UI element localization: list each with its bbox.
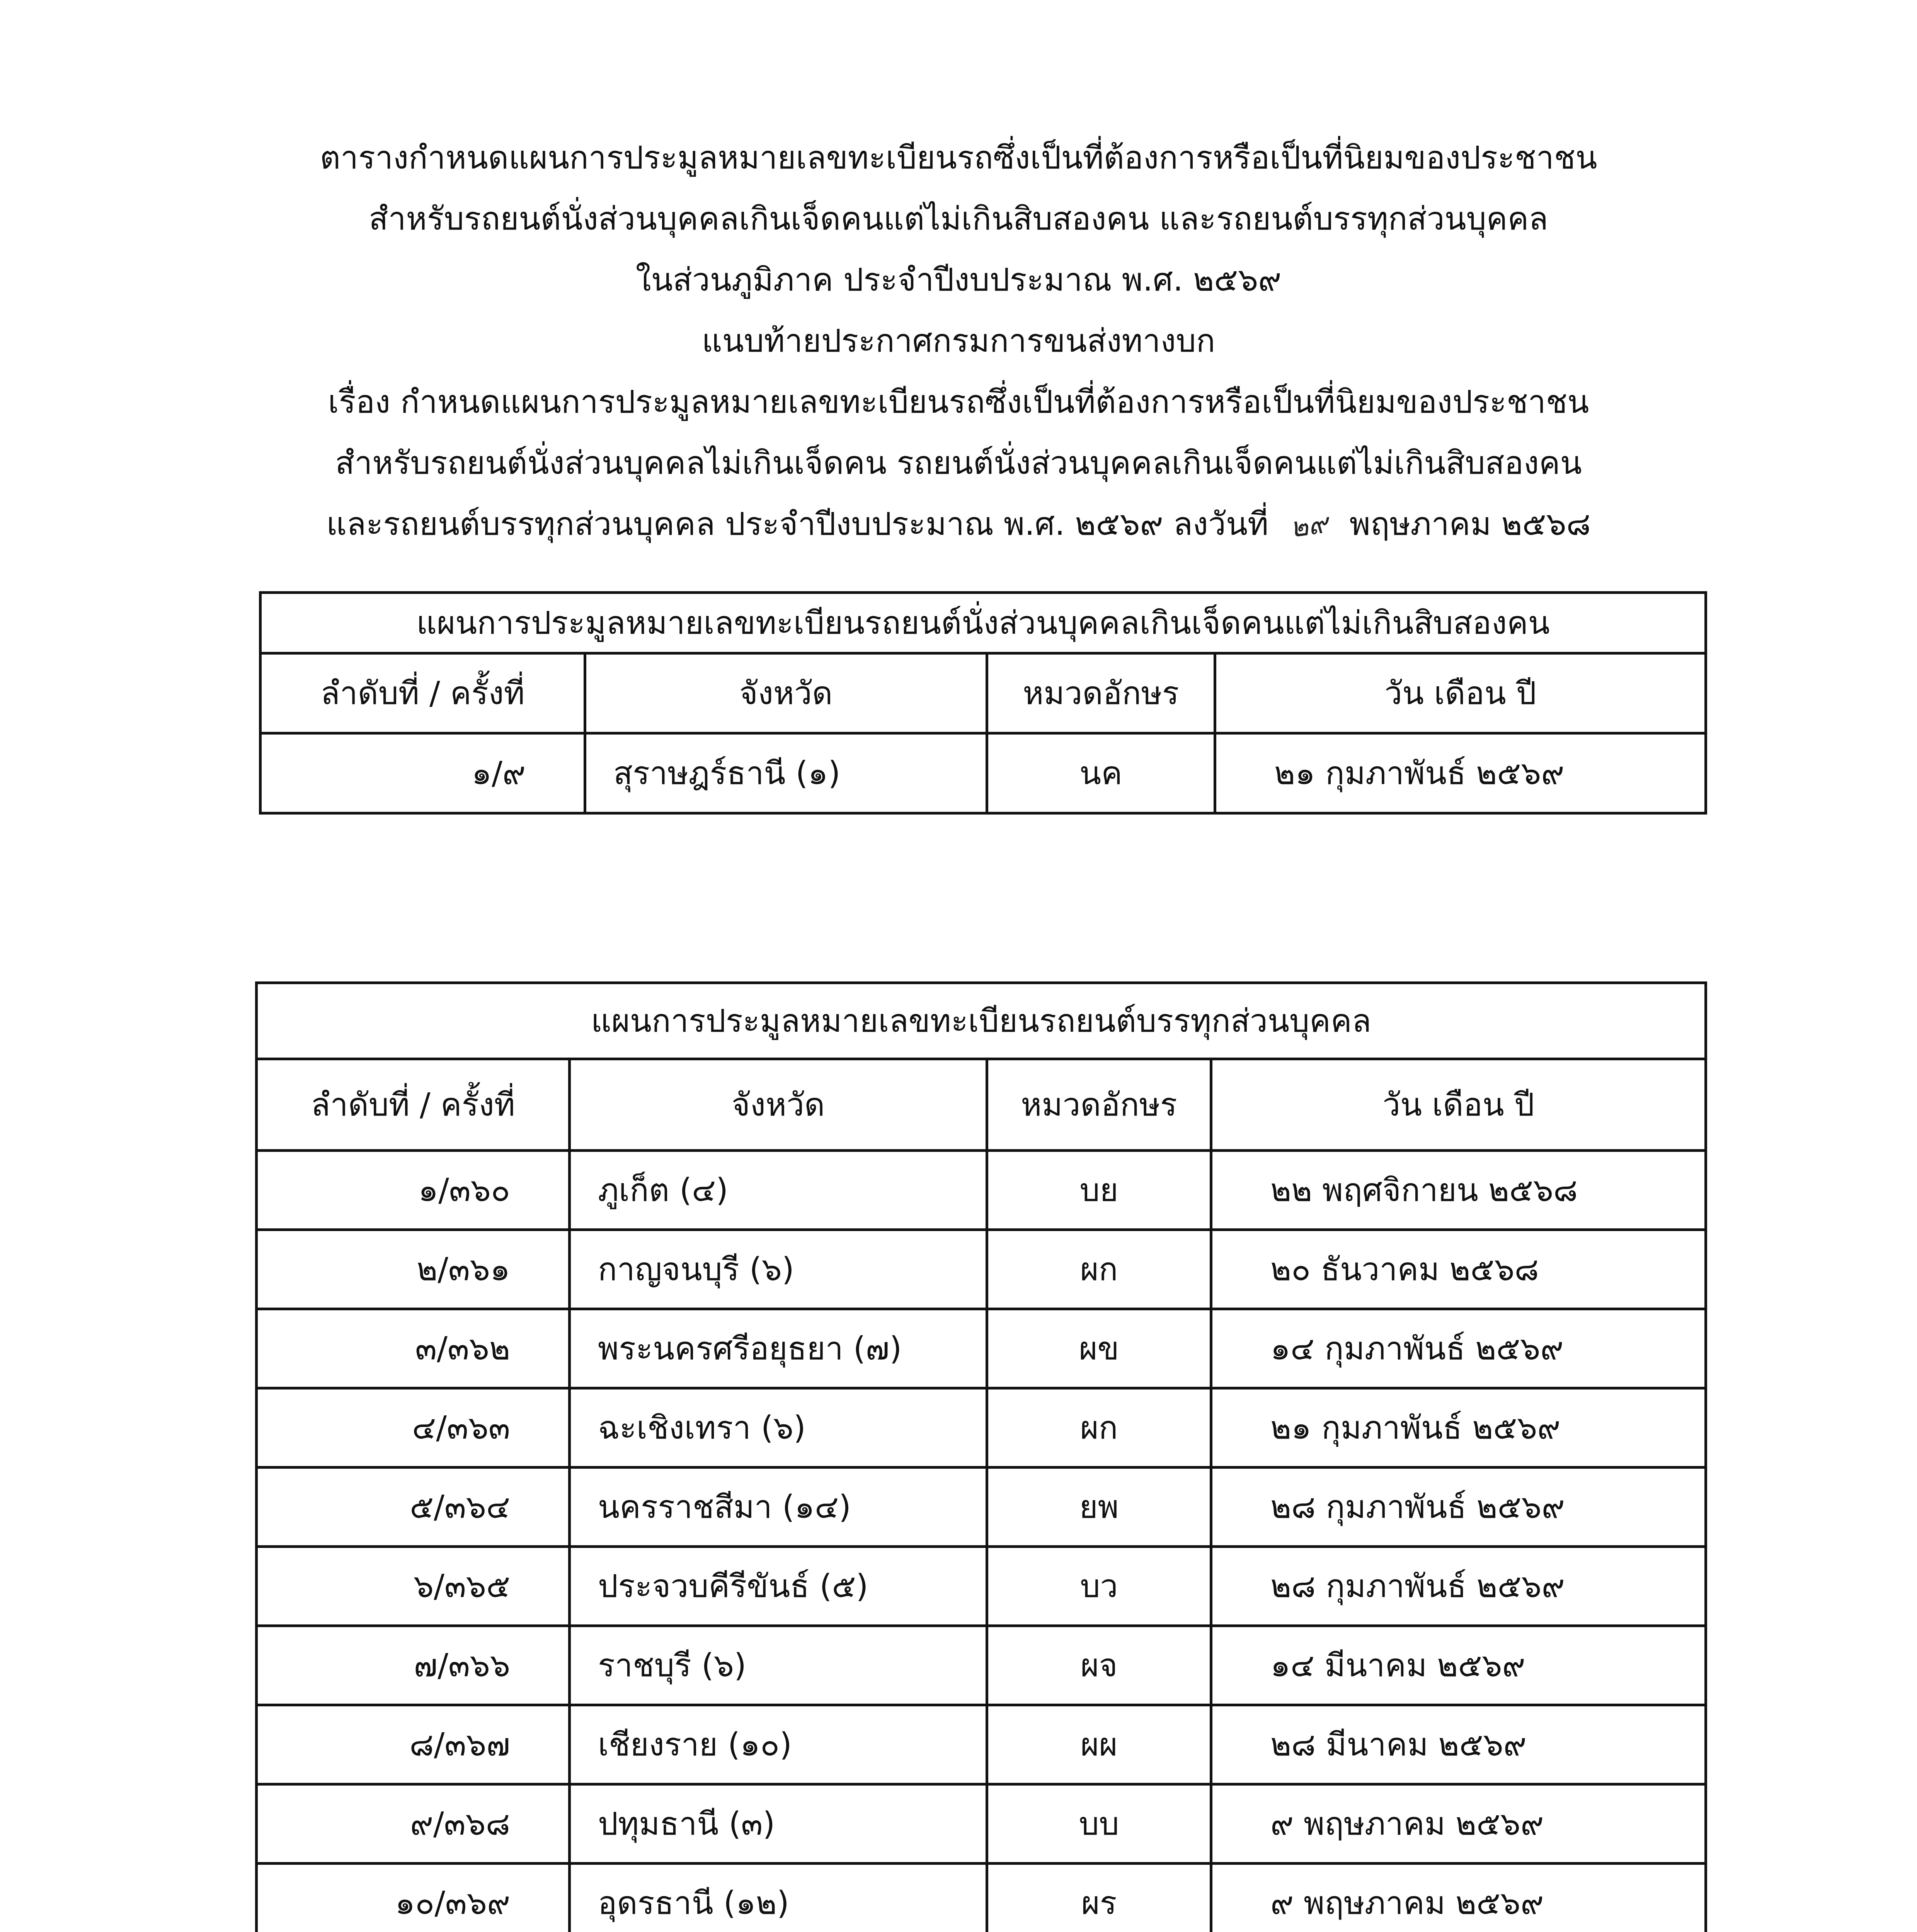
cell-order: ๑/๙ bbox=[260, 733, 585, 813]
cell-province: ภูเก็ต (๔) bbox=[570, 1151, 987, 1230]
cell-order: ๑/๓๖๐ bbox=[257, 1151, 570, 1230]
header-date-suffix: พฤษภาคม ๒๕๖๘ bbox=[1349, 506, 1591, 543]
table-row bbox=[257, 1309, 1706, 1388]
document-header bbox=[116, 128, 1801, 556]
cell-province: อุดรธานี (๑๒) bbox=[570, 1864, 987, 1932]
table-row bbox=[257, 1230, 1706, 1309]
cell-province: นครราชสีมา (๑๔) bbox=[570, 1468, 987, 1547]
truck-auction-table bbox=[255, 981, 1707, 1932]
table-title: แผนการประมูลหมายเลขทะเบียนรถยนต์นั่งส่วนบุคคลเกินเจ็ดคนแต่ไม่เกินสิบสองคน bbox=[260, 593, 1706, 653]
cell-date: ๒๘ กุมภาพันธ์ ๒๕๖๙ bbox=[1211, 1547, 1706, 1626]
cell-date: ๑๔ กุมภาพันธ์ ๒๕๖๙ bbox=[1211, 1309, 1706, 1388]
cell-category: นค bbox=[987, 733, 1215, 813]
header-line: แนบท้ายประกาศกรมการขนส่งทางบก bbox=[701, 323, 1216, 359]
table-row bbox=[257, 1388, 1706, 1468]
cell-province: ปทุมธานี (๓) bbox=[570, 1784, 987, 1864]
column-header-category: หมวดอักษร bbox=[987, 653, 1215, 733]
cell-province: ฉะเชิงเทรา (๖) bbox=[570, 1388, 987, 1468]
table-title: แผนการประมูลหมายเลขทะเบียนรถยนต์บรรทุกส่วนบุคคล bbox=[257, 983, 1706, 1059]
cell-category: ผข bbox=[987, 1309, 1211, 1388]
cell-category: บว bbox=[987, 1547, 1211, 1626]
cell-category: ผก bbox=[987, 1388, 1211, 1468]
column-header-province: จังหวัด bbox=[570, 1059, 987, 1151]
cell-province: กาญจนบุรี (๖) bbox=[570, 1230, 987, 1309]
cell-category: ผผ bbox=[987, 1705, 1211, 1784]
table-row bbox=[257, 1468, 1706, 1547]
cell-order: ๙/๓๖๘ bbox=[257, 1784, 570, 1864]
cell-order: ๘/๓๖๗ bbox=[257, 1705, 570, 1784]
header-line: ตารางกำหนดแผนการประมูลหมายเลขทะเบียนรถซึ่งเป็นที่ต้องการหรือเป็นที่นิยมของประชาชน bbox=[320, 139, 1597, 176]
cell-order: ๕/๓๖๔ bbox=[257, 1468, 570, 1547]
cell-province: เชียงราย (๑๐) bbox=[570, 1705, 987, 1784]
cell-date: ๒๒ พฤศจิกายน ๒๕๖๘ bbox=[1211, 1151, 1706, 1230]
cell-date: ๙ พฤษภาคม ๒๕๖๙ bbox=[1211, 1864, 1706, 1932]
header-date-line bbox=[116, 494, 1801, 556]
cell-category: ผก bbox=[987, 1230, 1211, 1309]
cell-province: สุราษฎร์ธานี (๑) bbox=[585, 733, 987, 813]
cell-date: ๒๑ กุมภาพันธ์ ๒๕๖๙ bbox=[1211, 1388, 1706, 1468]
column-header-category: หมวดอักษร bbox=[987, 1059, 1211, 1151]
cell-date: ๒๑ กุมภาพันธ์ ๒๕๖๙ bbox=[1215, 733, 1706, 813]
cell-date: ๒๐ ธันวาคม ๒๕๖๘ bbox=[1211, 1230, 1706, 1309]
cell-date: ๒๘ กุมภาพันธ์ ๒๕๖๙ bbox=[1211, 1468, 1706, 1547]
cell-province: ราชบุรี (๖) bbox=[570, 1626, 987, 1705]
table-row bbox=[257, 1151, 1706, 1230]
cell-category: ผจ bbox=[987, 1626, 1211, 1705]
header-line: เรื่อง กำหนดแผนการประมูลหมายเลขทะเบียนรถซึ่งเป็นที่ต้องการหรือเป็นที่นิยมของประชาชน bbox=[328, 384, 1589, 420]
header-line: สำหรับรถยนต์นั่งส่วนบุคคลไม่เกินเจ็ดคน รถยนต์นั่งส่วนบุคคลเกินเจ็ดคนแต่ไม่เกินสิบสองคน bbox=[335, 445, 1582, 481]
cell-category: ผร bbox=[987, 1864, 1211, 1932]
cell-order: ๑๐/๓๖๙ bbox=[257, 1864, 570, 1932]
table-row bbox=[260, 733, 1706, 813]
cell-category: บย bbox=[987, 1151, 1211, 1230]
column-header-order: ลำดับที่ / ครั้งที่ bbox=[260, 653, 585, 733]
table-row bbox=[257, 1547, 1706, 1626]
cell-order: ๗/๓๖๖ bbox=[257, 1626, 570, 1705]
table-row bbox=[257, 1864, 1706, 1932]
cell-order: ๓/๓๖๒ bbox=[257, 1309, 570, 1388]
cell-order: ๔/๓๖๓ bbox=[257, 1388, 570, 1468]
cell-category: ยพ bbox=[987, 1468, 1211, 1547]
column-header-date: วัน เดือน ปี bbox=[1215, 653, 1706, 733]
cell-date: ๒๘ มีนาคม ๒๕๖๙ bbox=[1211, 1705, 1706, 1784]
column-header-order: ลำดับที่ / ครั้งที่ bbox=[257, 1059, 570, 1151]
column-header-date: วัน เดือน ปี bbox=[1211, 1059, 1706, 1151]
header-line: ในส่วนภูมิภาค ประจำปีงบประมาณ พ.ศ. ๒๕๖๙ bbox=[635, 262, 1282, 298]
cell-date: ๙ พฤษภาคม ๒๕๖๙ bbox=[1211, 1784, 1706, 1864]
passenger-van-auction-table bbox=[259, 591, 1707, 815]
table-row bbox=[257, 1705, 1706, 1784]
cell-date: ๑๔ มีนาคม ๒๕๖๙ bbox=[1211, 1626, 1706, 1705]
cell-order: ๒/๓๖๑ bbox=[257, 1230, 570, 1309]
cell-province: ประจวบคีรีขันธ์ (๕) bbox=[570, 1547, 987, 1626]
table-row bbox=[257, 1784, 1706, 1864]
cell-province: พระนครศรีอยุธยา (๗) bbox=[570, 1309, 987, 1388]
cell-order: ๖/๓๖๕ bbox=[257, 1547, 570, 1626]
cell-category: บบ bbox=[987, 1784, 1211, 1864]
table-row bbox=[257, 1626, 1706, 1705]
handwritten-day: ๒๙ bbox=[1288, 507, 1330, 544]
column-header-province: จังหวัด bbox=[585, 653, 987, 733]
header-date-prefix: และรถยนต์บรรทุกส่วนบุคคล ประจำปีงบประมาณ พ.ศ. ๒๕๖๙ ลงวันที่ bbox=[326, 506, 1269, 543]
header-line: สำหรับรถยนต์นั่งส่วนบุคคลเกินเจ็ดคนแต่ไม่เกินสิบสองคน และรถยนต์บรรทุกส่วนบุคคล bbox=[369, 201, 1548, 237]
